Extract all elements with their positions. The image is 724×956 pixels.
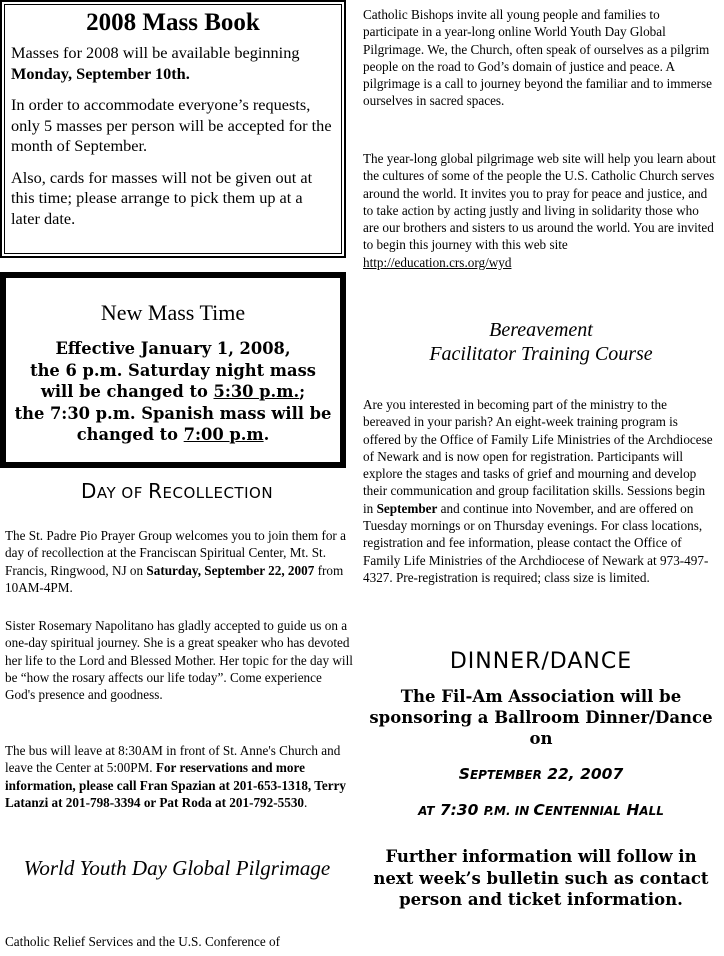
wyd-paragraph-1: Catholic Bishops invite all young people and families to participate in a year-long online World Youth Day Global Pilgrimage. We, the Church, often speak of ourselves as a pilgrim people on the road to God’s domain of justice and peace. A pilgrimage is a call to journey beyond the familiar and to immerse ourselves in sacred spaces. xyxy=(363,7,712,109)
bereavement-title: Bereavement Facilitator Training Course xyxy=(429,319,653,365)
dinner-dance-date: SEPTEMBER 22, 2007 xyxy=(458,765,624,783)
mass-book-paragraph-3: Also, cards for masses will not be given out at this time; please arrange to pick them up at a later date. xyxy=(11,167,313,228)
wyd-paragraph-2: The year-long global pilgrimage web site will help you learn about the cultures of some of the people the U.S. Catholic Church serves around the world. It invites you to pray for peace and justice, and to take action by acting justly and living in solidarity those who are our brothers and sisters to us around the world. You are invited to begin this journey with this web site http://education.crs.org/wyd xyxy=(363,151,716,270)
new-mass-time-box xyxy=(0,272,346,468)
wyd-link[interactable]: http://education.crs.org/wyd xyxy=(363,254,512,270)
recollection-title: DAY OF RECOLLECTION xyxy=(80,479,274,503)
recollection-paragraph-3: The bus will leave at 8:30AM in front of St. Anne's Church and leave the Center at 5:00PM. For reservations and more information, please call Fran Spazian at 201-653-1318, Terry Latanzi at 201-798-3394 or Pat Roda at 201-792-5530. xyxy=(5,743,347,810)
mass-book-paragraph-2: In order to accommodate everyone’s requests, only 5 masses per person will be accepted for the month of September. xyxy=(11,95,332,155)
wyd-title: World Youth Day Global Pilgrimage xyxy=(23,856,331,880)
mass-book-box xyxy=(0,0,346,258)
new-mass-time-title: New Mass Time xyxy=(100,300,246,325)
bereavement-paragraph: Are you interested in becoming part of the ministry to the bereaved in your parish? An eight-week training program is offered by the Office of Family Life Ministries of the Archdiocese of Newark and is now open for registration. Participants will explore the stages and tasks of grief and mourning and develop their communication and group facilitation skills. Sessions begin in September and continue into November, and are offered on Tuesday mornings or on Thursday evenings. For class locations, registration and fee information, please contact the Office of Family Life Ministries of the Archdiocese of Newark at 973-497-4327. Pre-registration is required; class size is limited. xyxy=(363,397,713,585)
mass-book-title: 2008 Mass Book xyxy=(86,9,260,36)
mass-book-paragraph-1: Masses for 2008 will be available beginning Monday, September 10th. xyxy=(11,43,300,83)
new-mass-time-body: Effective January 1, 2008, the 6 p.m. Saturday night mass will be changed to 5:30 p.m.; the 7:30 p.m. Spanish mass will be changed to 7:00 p.m. xyxy=(14,339,332,444)
dinner-dance-title: DINNER/DANCE xyxy=(449,649,633,674)
dinner-dance-body: The Fil-Am Association will be sponsoring a Ballroom Dinner/Dance on xyxy=(369,687,713,748)
recollection-paragraph-1: The St. Padre Pio Prayer Group welcomes you to join them for a day of recollection at the Franciscan Spiritual Center, Mt. St. Francis, Ringwood, NJ on Saturday, September 22, 2007 from 10AM-4PM. xyxy=(5,528,346,595)
dinner-dance-time-place: AT 7:30 P.M. IN CENTENNIAL HALL xyxy=(418,801,664,819)
dinner-dance-further-info: Further information will follow in next week’s bulletin such as contact person and ticket information. xyxy=(373,847,709,909)
wyd-left-text: Catholic Relief Services and the U.S. Conference of xyxy=(5,934,281,949)
recollection-paragraph-2: Sister Rosemary Napolitano has gladly accepted to guide us on a one-day spiritual journey. She is a great speaker who has devoted her life to the Lord and Blessed Mother. Her topic for the day will be “how the rosary affects our life today”. Come experience God's presence and goodness. xyxy=(5,618,353,703)
